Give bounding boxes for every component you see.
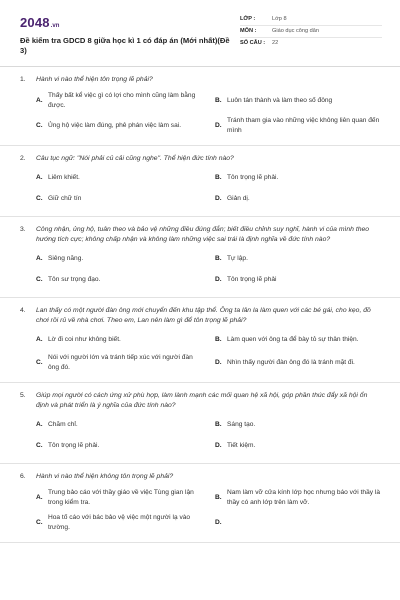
question-header <box>20 306 380 326</box>
option-text: Lờ đi coi như không biết. <box>48 335 121 343</box>
option-text: Sáng tạo. <box>227 420 256 428</box>
question-2 <box>0 146 400 217</box>
question-6 <box>0 464 400 543</box>
answer-option-b[interactable] <box>215 251 380 266</box>
option-text: Ủng hộ việc làm đúng, phê phán việc làm sai. <box>48 121 182 129</box>
answer-options <box>20 170 380 206</box>
question-text: Công nhận, ủng hộ, tuân theo và bảo vệ những điều đúng đắn; biết điều chỉnh suy nghĩ, hành vi của mình theo hướng tích cực; không chấp nhận và không làm những việc sai trái là định nghĩa về đức tính nào? <box>36 226 370 243</box>
option-text: Tiết kiệm. <box>227 441 256 449</box>
option-text: Giản dị. <box>227 194 250 202</box>
option-text: Tự lập. <box>227 254 248 262</box>
option-text: Siêng năng. <box>48 254 84 262</box>
answer-options <box>20 417 380 453</box>
answer-option-b[interactable] <box>215 488 380 507</box>
meta-label: SỐ CÂU : <box>240 40 266 46</box>
answer-option-d[interactable] <box>215 353 380 372</box>
answer-option-b[interactable] <box>215 91 380 110</box>
option-letter: C. <box>36 275 43 283</box>
logo-suffix: .vn <box>50 23 60 29</box>
option-letter: C. <box>36 441 43 449</box>
question-list <box>0 67 400 543</box>
option-letter: B. <box>215 173 222 181</box>
meta-subject <box>240 26 382 38</box>
question-text: Giúp mọi người có cách ứng xử phù hợp, làm lành mạnh các mối quan hệ xã hội, góp phần thúc đẩy xã hội ổn định và phát triển là ý nghĩa của đức tính nào? <box>36 392 368 409</box>
option-letter: B. <box>215 96 222 104</box>
question-header <box>20 75 380 85</box>
question-number: 6. <box>20 473 26 480</box>
option-text: Chăm chỉ. <box>48 420 78 428</box>
option-letter: A. <box>36 254 43 262</box>
option-letter: D. <box>215 358 222 366</box>
option-letter: A. <box>36 96 43 104</box>
answer-option-c[interactable] <box>36 272 201 287</box>
answer-option-d[interactable] <box>215 191 380 206</box>
question-number: 4. <box>20 307 26 314</box>
option-letter: B. <box>215 420 222 428</box>
option-text: Nam làm vỡ cửa kính lớp học nhưng báo với thầy là thầy có anh lớp trên làm vỡ. <box>227 489 381 506</box>
meta-label: MÔN : <box>240 28 257 34</box>
question-number: 2. <box>20 155 26 162</box>
answer-options <box>20 332 380 372</box>
answer-option-c[interactable] <box>36 438 201 453</box>
question-number: 1. <box>20 76 26 83</box>
option-letter: C. <box>36 358 43 366</box>
answer-option-a[interactable] <box>36 91 201 110</box>
option-text: Tôn trọng lẽ phải. <box>227 173 279 181</box>
header-left <box>20 14 240 56</box>
question-5 <box>0 383 400 464</box>
option-letter: A. <box>36 420 43 428</box>
option-letter: D. <box>215 441 222 449</box>
answer-option-a[interactable] <box>36 488 201 507</box>
answer-option-d[interactable] <box>215 513 380 532</box>
answer-option-d[interactable] <box>215 272 380 287</box>
answer-option-c[interactable] <box>36 191 201 206</box>
question-text: Hành vi nào thể hiện không tôn trọng lẽ phải? <box>36 473 174 480</box>
meta-class <box>240 14 382 26</box>
logo-text: 2048 <box>20 15 50 30</box>
question-header <box>20 391 380 411</box>
option-letter: D. <box>215 275 222 283</box>
document-title: Đề kiểm tra GDCD 8 giữa học kì 1 có đáp án (Mới nhất)(Đề 3) <box>20 36 230 55</box>
question-header <box>20 225 380 245</box>
answer-option-b[interactable] <box>215 332 380 347</box>
option-text: Tôn trọng lẽ phải. <box>48 441 100 449</box>
option-text: Tôn sư trọng đạo. <box>48 275 101 283</box>
option-letter: D. <box>215 194 222 202</box>
answer-option-a[interactable] <box>36 170 201 185</box>
option-text: Tránh tham gia vào những việc không liên quan đến mình <box>227 117 380 134</box>
meta-value: Lớp 8 <box>272 16 287 22</box>
option-letter: B. <box>215 335 222 343</box>
header <box>0 0 400 67</box>
option-letter: C. <box>36 121 43 129</box>
meta-value: 22 <box>272 40 279 46</box>
option-letter: C. <box>36 518 43 526</box>
question-3 <box>0 217 400 298</box>
answer-options <box>20 488 380 532</box>
answer-options <box>20 91 380 135</box>
answer-option-b[interactable] <box>215 170 380 185</box>
site-logo[interactable] <box>20 14 230 32</box>
question-1 <box>0 67 400 146</box>
question-4 <box>0 298 400 383</box>
question-number: 5. <box>20 392 26 399</box>
answer-option-a[interactable] <box>36 332 201 347</box>
option-text: Tôn trọng lẽ phải <box>227 275 277 283</box>
answer-option-d[interactable] <box>215 438 380 453</box>
meta-label: LỚP : <box>240 16 256 22</box>
option-letter: C. <box>36 194 43 202</box>
meta-question-count <box>240 38 382 49</box>
option-letter: A. <box>36 173 43 181</box>
answer-option-c[interactable] <box>36 116 201 135</box>
question-text: Hành vi nào thể hiện tôn trọng lẽ phải? <box>36 76 153 83</box>
meta-value: Giáo dục công dân <box>272 28 319 34</box>
answer-option-d[interactable] <box>215 116 380 135</box>
option-text: Luôn tán thành và làm theo số đông <box>227 96 333 104</box>
option-text: Thấy bất kể việc gì có lợi cho mình cũng làm bằng được. <box>48 92 196 109</box>
option-letter: D. <box>215 518 222 526</box>
option-letter: A. <box>36 493 43 501</box>
option-letter: B. <box>215 493 222 501</box>
option-text: Trung bảo cáo với thầy giáo về việc Tùng gian lận trong kiểm tra. <box>48 489 194 506</box>
option-text: Làm quen với ông ta để bày tỏ sự thân thiện. <box>227 335 359 343</box>
question-number: 3. <box>20 226 26 233</box>
question-header <box>20 154 380 164</box>
answer-option-c[interactable] <box>36 513 201 532</box>
question-text: Lan thấy có một người đàn ông mới chuyển đến khu tập thể. Ông ta lân la làm quen với các bé gái, cho kẹo, đồ chơi rồi rủ về nhà chơi. Theo em, Lan nên làm gì để tôn trọng lẽ phải? <box>36 307 371 324</box>
answer-option-a[interactable] <box>36 417 201 432</box>
question-text: Câu tục ngữ: "Nói phải củ cải cũng nghe". Thể hiện đức tính nào? <box>36 155 234 162</box>
option-text: Nhìn thấy người đàn ông đó là tránh mặt đi. <box>227 358 355 366</box>
document-meta <box>240 14 382 56</box>
option-letter: D. <box>215 121 222 129</box>
answer-option-c[interactable] <box>36 353 201 372</box>
option-text: Liêm khiết. <box>48 173 80 181</box>
option-text: Hoa tố cáo với bác bảo vệ việc một người lạ vào trường. <box>48 514 191 531</box>
option-text: Giữ chữ tín <box>48 194 82 202</box>
answer-options <box>20 251 380 287</box>
option-letter: A. <box>36 335 43 343</box>
answer-option-b[interactable] <box>215 417 380 432</box>
question-header <box>20 472 380 482</box>
answer-option-a[interactable] <box>36 251 201 266</box>
option-text: Nói với người lớn và tránh tiếp xúc với người đàn ông đó. <box>48 354 193 371</box>
option-letter: B. <box>215 254 222 262</box>
